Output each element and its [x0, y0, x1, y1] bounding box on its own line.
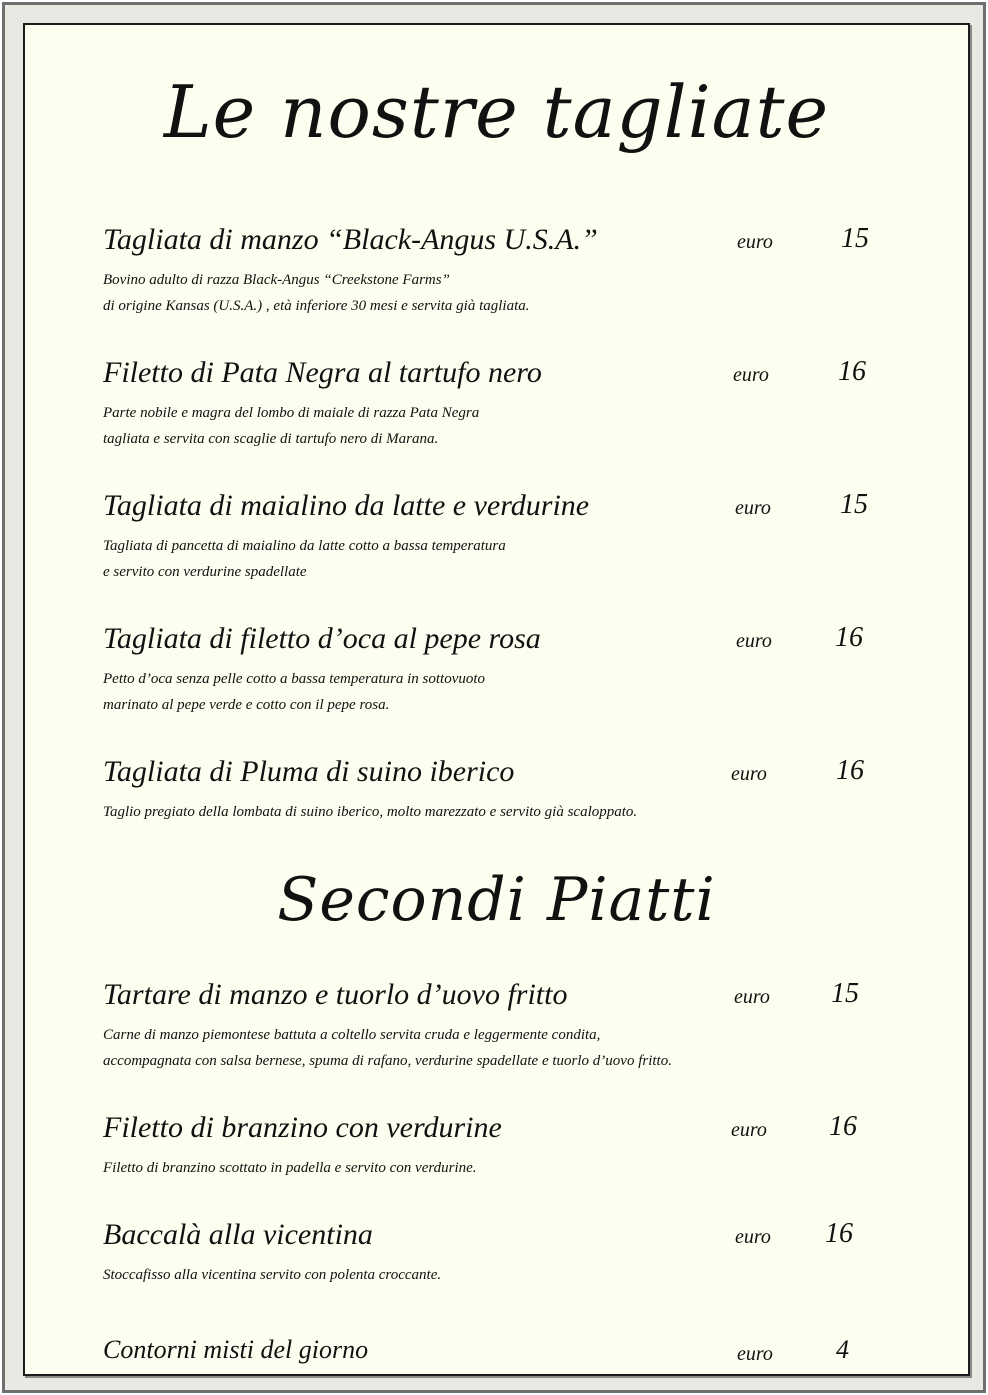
dish-name: Tagliata di Pluma di suino iberico	[103, 755, 515, 788]
dish-name: Tagliata di manzo “Black-Angus U.S.A.”	[103, 223, 598, 256]
description-line: Tagliata di pancetta di maialino da latte cotto a bassa temperatura	[103, 538, 506, 554]
dish-price: 16	[836, 755, 864, 786]
description-line: Carne di manzo piemontese battuta a coltello servita cruda e leggermente condita,	[103, 1027, 601, 1043]
description-line: Stoccafisso alla vicentina servito con polenta croccante.	[103, 1267, 442, 1283]
section-title: Secondi Piatti	[277, 865, 716, 935]
dish-description	[103, 400, 479, 452]
currency-label: euro	[735, 497, 771, 519]
description-line: Parte nobile e magra del lombo di maiale di razza Pata Negra	[103, 405, 480, 421]
dish-name: Contorni misti del giorno	[103, 1335, 369, 1364]
menu-frame	[2, 2, 986, 1393]
dish-name: Filetto di Pata Negra al tartufo nero	[103, 356, 542, 389]
description-line: tagliata e servita con scaglie di tartufo nero di Marana.	[103, 431, 439, 447]
dish-price: 16	[835, 622, 863, 653]
dish-name: Tagliata di filetto d’oca al pepe rosa	[103, 622, 541, 655]
description-line: Filetto di branzino scottato in padella e servito con verdurine.	[103, 1160, 477, 1176]
currency-label: euro	[733, 364, 769, 386]
currency-label: euro	[737, 231, 773, 253]
dish-name: Filetto di branzino con verdurine	[103, 1111, 502, 1144]
dish-description	[103, 533, 506, 585]
dish-name: Tartare di manzo e tuorlo d’uovo fritto	[103, 978, 568, 1011]
dish-price: 4	[836, 1335, 849, 1364]
dish-price: 15	[831, 978, 859, 1009]
dish-description	[103, 1155, 477, 1181]
dish-price: 15	[841, 223, 869, 254]
description-line: e servito con verdurine spadellate	[103, 564, 307, 580]
dish-description	[103, 666, 485, 718]
currency-label: euro	[735, 1226, 771, 1248]
currency-label: euro	[734, 986, 770, 1008]
menu-title: Le nostre tagliate	[163, 70, 830, 154]
dish-description	[103, 1022, 672, 1074]
description-line: Petto d’oca senza pelle cotto a bassa temperatura in sottovuoto	[103, 671, 486, 687]
description-line: di origine Kansas (U.S.A.) , età inferiore 30 mesi e servita già tagliata.	[103, 298, 530, 314]
dish-price: 15	[840, 489, 868, 520]
dish-description	[103, 267, 530, 319]
currency-label: euro	[736, 630, 772, 652]
dish-price: 16	[825, 1218, 853, 1249]
dish-description	[103, 799, 637, 825]
description-line: accompagnata con salsa bernese, spuma di rafano, verdurine spadellate e tuorlo d’uovo fritto.	[103, 1053, 672, 1069]
dish-description	[103, 1262, 441, 1288]
dish-name: Tagliata di maialino da latte e verdurine	[103, 489, 590, 522]
description-line: Taglio pregiato della lombata di suino iberico, molto marezzato e servito già scaloppato.	[103, 804, 638, 820]
dish-name: Baccalà alla vicentina	[103, 1218, 373, 1251]
dish-price: 16	[829, 1111, 857, 1142]
menu-page	[23, 23, 970, 1376]
dish-price: 16	[838, 356, 866, 387]
currency-label: euro	[737, 1343, 773, 1365]
currency-label: euro	[731, 763, 767, 785]
description-line: Bovino adulto di razza Black-Angus “Creekstone Farms”	[103, 272, 450, 288]
description-line: marinato al pepe verde e cotto con il pepe rosa.	[103, 697, 390, 713]
currency-label: euro	[731, 1119, 767, 1141]
